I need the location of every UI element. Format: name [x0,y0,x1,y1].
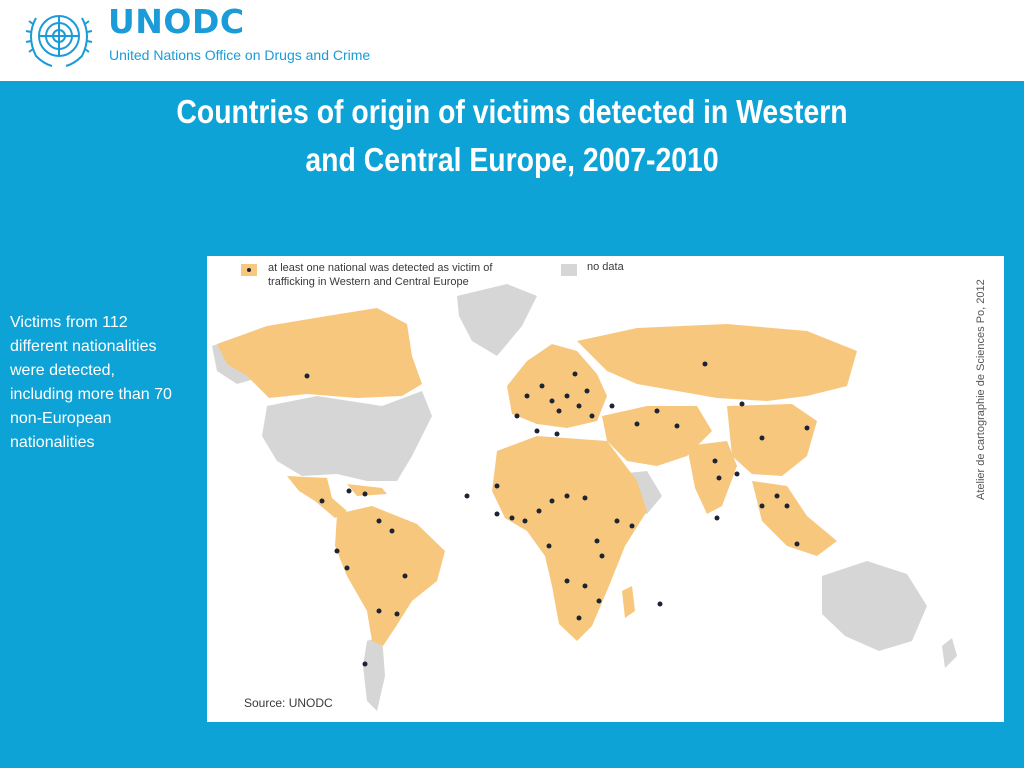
slide-title-line-1: Countries of origin of victims detected in Western [176,93,848,130]
dot [547,544,552,549]
dot [345,566,350,571]
dot [740,402,745,407]
dot [713,459,718,464]
org-full-name: United Nations Office on Drugs and Crime [109,47,371,63]
dot [565,579,570,584]
dot [347,489,352,494]
dot [630,524,635,529]
dot [590,414,595,419]
dot [635,422,640,427]
legend-swatch-victim [241,264,257,276]
un-emblem-icon [22,4,96,70]
dot [775,494,780,499]
side-note: Victims from 112 different nationalities were detected, including more than 70 non-European nationalities [10,314,172,451]
madagascar [622,586,635,618]
dot [515,414,520,419]
dot [363,492,368,497]
south-america [335,506,445,646]
legend-label-nodata: no data [587,261,624,273]
dot [717,476,722,481]
dot [305,374,310,379]
africa [492,436,647,641]
dot [735,472,740,477]
new-zealand [942,638,957,668]
dot [675,424,680,429]
dot [583,584,588,589]
dot [395,612,400,617]
dot [335,549,340,554]
legend-swatch-nodata [561,264,577,276]
dot [600,554,605,559]
dot [595,539,600,544]
slide-title-line-2: and Central Europe, 2007-2010 [305,141,719,178]
canada [217,308,422,398]
dot [760,436,765,441]
org-acronym: UNODC [108,2,245,41]
dot [655,409,660,414]
usa [262,391,432,481]
dot [550,499,555,504]
slide-title [106,88,918,184]
world-map-panel [207,256,1004,722]
map-credit: Atelier de cartographie de Sciences Po, 2012 [975,279,987,500]
dot [363,662,368,667]
dot [615,519,620,524]
dot [760,504,765,509]
dot [377,519,382,524]
argentina-south [363,636,385,711]
mexico-central-america [287,476,347,518]
dot [555,432,560,437]
header-bar [0,0,1024,81]
dot [703,362,708,367]
dot [550,399,555,404]
dot [597,599,602,604]
dot [540,384,545,389]
russia-asia [577,324,857,401]
dot [377,609,382,614]
dot [658,602,663,607]
dot [565,494,570,499]
world-map [207,256,1004,722]
dot [557,409,562,414]
dot [715,516,720,521]
dot [537,509,542,514]
dot [585,389,590,394]
dot [577,616,582,621]
dot [495,512,500,517]
dot [390,529,395,534]
dot [565,394,570,399]
southeast-asia [752,481,837,556]
dot [577,404,582,409]
dot [465,494,470,499]
dot [795,542,800,547]
south-asia [687,441,737,514]
dot [403,574,408,579]
dot [610,404,615,409]
dot [320,499,325,504]
dot [525,394,530,399]
dot [523,519,528,524]
dot [805,426,810,431]
dot [535,429,540,434]
map-source: Source: UNODC [244,696,333,710]
dot [785,504,790,509]
australia [822,561,927,651]
origin-regions [217,308,857,646]
dot [573,372,578,377]
dot [510,516,515,521]
east-asia [727,404,817,476]
dot [495,484,500,489]
dot [583,496,588,501]
legend-label-victim: at least one national was detected as victim of trafficking in Western and Central Europe [268,262,493,288]
greenland [457,284,537,356]
